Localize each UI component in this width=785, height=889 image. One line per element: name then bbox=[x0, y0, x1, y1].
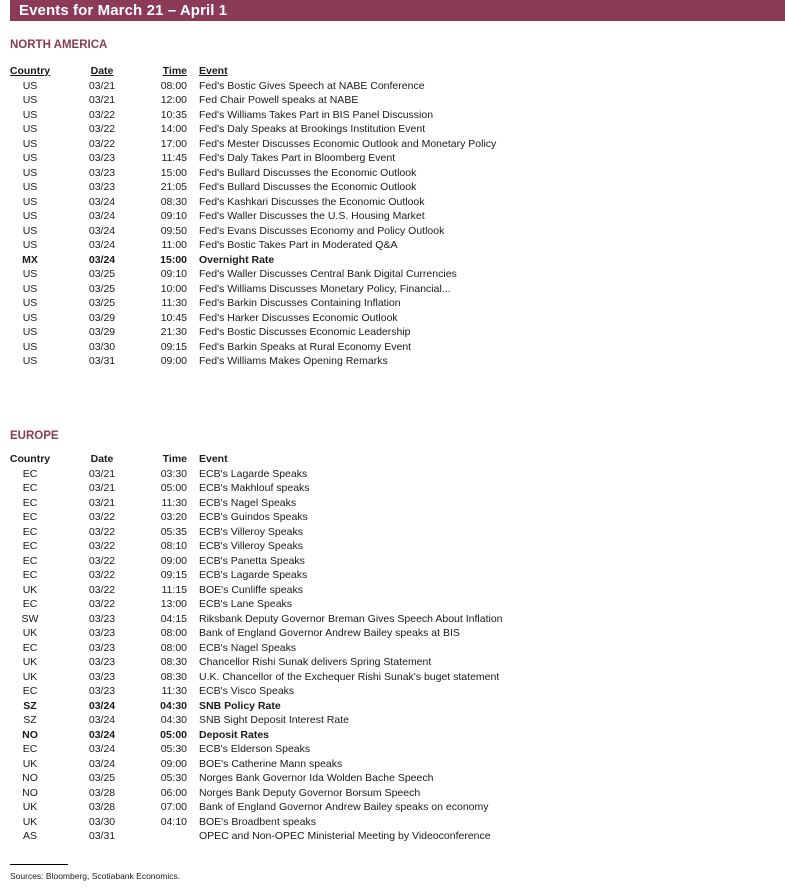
cell-date: 03/23 bbox=[88, 627, 116, 639]
cell-country: EC bbox=[22, 554, 38, 567]
cell-country: SZ bbox=[23, 699, 37, 712]
cell-date: 03/22 bbox=[88, 123, 116, 135]
cell-event: BOE's Broadbent speaks bbox=[199, 815, 316, 828]
cell-country: UK bbox=[22, 815, 38, 828]
table-row bbox=[0, 771, 785, 786]
table-row bbox=[0, 253, 785, 268]
cell-date: 03/22 bbox=[88, 511, 116, 523]
cell-country: UK bbox=[22, 670, 38, 683]
section-title-north-america: NORTH AMERICA bbox=[10, 39, 108, 51]
cell-event: ECB's Makhlouf speaks bbox=[199, 482, 310, 494]
cell-country: EC bbox=[22, 496, 38, 509]
cell-time: 04:30 bbox=[160, 699, 187, 712]
table-row bbox=[0, 496, 785, 511]
cell-country: US bbox=[22, 268, 38, 280]
table-row bbox=[0, 108, 785, 123]
cell-event: Norges Bank Governor Ida Wolden Bache Speech bbox=[199, 772, 434, 784]
cell-country: AS bbox=[22, 830, 37, 842]
cell-time: 17:00 bbox=[160, 137, 187, 150]
cell-event: Bank of England Governor Andrew Bailey speaks at BIS bbox=[199, 627, 460, 639]
column-header-time: Time bbox=[162, 65, 187, 77]
column-header-time: Time bbox=[162, 453, 187, 465]
cell-date: 03/30 bbox=[88, 815, 116, 828]
table-row bbox=[0, 641, 785, 656]
cell-country: EC bbox=[22, 467, 38, 480]
table-row bbox=[0, 296, 785, 311]
cell-event: Fed's Williams Makes Opening Remarks bbox=[199, 355, 388, 367]
table-row bbox=[0, 699, 785, 714]
footer-divider bbox=[10, 864, 68, 865]
cell-date: 03/21 bbox=[88, 94, 116, 106]
cell-event: Fed's Waller Discusses the U.S. Housing Market bbox=[199, 210, 425, 222]
cell-date: 03/25 bbox=[88, 772, 116, 784]
table-row bbox=[0, 122, 785, 137]
cell-time: 08:10 bbox=[160, 540, 187, 552]
table-row bbox=[0, 340, 785, 355]
cell-event: Deposit Rates bbox=[199, 728, 270, 741]
cell-date: 03/22 bbox=[88, 583, 116, 596]
cell-time: 08:00 bbox=[160, 79, 187, 92]
cell-country: US bbox=[22, 137, 38, 150]
cell-date: 03/21 bbox=[88, 496, 116, 509]
cell-time: 05:35 bbox=[160, 525, 187, 538]
cell-event: Fed's Bullard Discusses the Economic Outlook bbox=[199, 166, 417, 179]
cell-country: US bbox=[22, 152, 38, 164]
table-row bbox=[0, 311, 785, 326]
page-title: Events for March 21 – April 1 bbox=[19, 2, 228, 19]
cell-time: 09:50 bbox=[160, 224, 187, 237]
cell-event: Fed's Williams Takes Part in BIS Panel Discussion bbox=[199, 108, 434, 121]
cell-date: 03/23 bbox=[88, 656, 116, 668]
cell-date: 03/25 bbox=[88, 282, 116, 295]
cell-time: 03:30 bbox=[160, 467, 187, 480]
cell-event: Fed's Daly Takes Part in Bloomberg Event bbox=[199, 152, 396, 164]
north-america-rows bbox=[0, 79, 785, 369]
cell-date: 03/23 bbox=[88, 152, 116, 164]
table-row bbox=[0, 568, 785, 583]
table-header bbox=[0, 64, 785, 79]
cell-time: 06:00 bbox=[160, 786, 187, 799]
cell-date: 03/29 bbox=[88, 326, 116, 338]
cell-event: ECB's Nagel Speaks bbox=[199, 641, 297, 654]
cell-time: 12:00 bbox=[160, 94, 187, 106]
cell-time: 05:30 bbox=[160, 772, 187, 784]
column-header-country: Country bbox=[9, 453, 51, 465]
table-row bbox=[0, 79, 785, 94]
cell-event: SNB Policy Rate bbox=[199, 699, 281, 712]
cell-date: 03/21 bbox=[88, 79, 116, 92]
cell-event: U.K. Chancellor of the Exchequer Rishi Sunak's buget statement bbox=[199, 670, 500, 683]
cell-country: US bbox=[22, 94, 38, 106]
cell-date: 03/25 bbox=[88, 268, 116, 280]
table-row bbox=[0, 209, 785, 224]
cell-country: NO bbox=[22, 772, 38, 784]
footer-sources: Sources: Bloomberg, Scotiabank Economics. bbox=[10, 871, 181, 881]
cell-date: 03/23 bbox=[88, 612, 116, 625]
table-row bbox=[0, 151, 785, 166]
cell-country: US bbox=[22, 224, 38, 237]
table-row bbox=[0, 180, 785, 195]
cell-time: 10:45 bbox=[160, 311, 187, 324]
table-row bbox=[0, 554, 785, 569]
cell-date: 03/31 bbox=[88, 830, 116, 842]
cell-time: 05:00 bbox=[160, 482, 187, 494]
cell-time: 03:20 bbox=[160, 511, 187, 523]
cell-event: ECB's Elderson Speaks bbox=[199, 743, 311, 755]
cell-country: US bbox=[22, 108, 38, 121]
cell-event: ECB's Lane Speaks bbox=[199, 598, 293, 610]
cell-country: UK bbox=[22, 583, 38, 596]
cell-country: UK bbox=[22, 757, 38, 770]
cell-country: US bbox=[22, 355, 38, 367]
cell-event: BOE's Cunliffe speaks bbox=[199, 583, 303, 596]
cell-event: Fed's Bostic Discusses Economic Leadership bbox=[199, 326, 411, 338]
cell-country: US bbox=[22, 79, 38, 92]
cell-country: US bbox=[22, 282, 38, 295]
table-row bbox=[0, 354, 785, 369]
cell-time: 05:00 bbox=[160, 728, 187, 741]
cell-date: 03/24 bbox=[88, 253, 116, 266]
cell-country: EC bbox=[22, 540, 38, 552]
europe-table bbox=[0, 452, 785, 844]
cell-country: EC bbox=[22, 569, 38, 581]
cell-country: UK bbox=[22, 801, 38, 813]
cell-date: 03/30 bbox=[88, 340, 116, 353]
table-row bbox=[0, 815, 785, 830]
cell-event: Fed's Bostic Takes Part in Moderated Q&A bbox=[199, 239, 398, 251]
cell-time: 08:00 bbox=[160, 641, 187, 654]
cell-country: US bbox=[22, 123, 38, 135]
cell-date: 03/22 bbox=[88, 108, 116, 121]
cell-country: US bbox=[22, 297, 38, 309]
cell-country: UK bbox=[22, 627, 38, 639]
table-row bbox=[0, 238, 785, 253]
cell-date: 03/24 bbox=[88, 224, 116, 237]
cell-country: SW bbox=[21, 612, 39, 625]
cell-event: Chancellor Rishi Sunak delivers Spring Statement bbox=[199, 656, 432, 668]
cell-time: 04:10 bbox=[160, 815, 187, 828]
cell-time: 09:00 bbox=[160, 554, 187, 567]
cell-event: Fed Chair Powell speaks at NABE bbox=[199, 94, 359, 106]
cell-date: 03/31 bbox=[88, 355, 116, 367]
cell-event: ECB's Lagarde Speaks bbox=[199, 467, 308, 480]
cell-time: 11:30 bbox=[161, 496, 187, 509]
cell-time: 09:15 bbox=[160, 340, 187, 353]
cell-date: 03/24 bbox=[88, 239, 116, 251]
cell-country: US bbox=[22, 181, 38, 193]
cell-country: EC bbox=[22, 511, 38, 523]
table-row bbox=[0, 612, 785, 627]
table-row bbox=[0, 137, 785, 152]
table-row bbox=[0, 525, 785, 540]
section-title-europe: EUROPE bbox=[10, 430, 59, 442]
cell-event: Fed's Harker Discusses Economic Outlook bbox=[199, 311, 398, 324]
cell-time: 07:00 bbox=[160, 801, 187, 813]
cell-date: 03/23 bbox=[88, 685, 116, 697]
cell-event: Fed's Daly Speaks at Brookings Institution Event bbox=[199, 123, 426, 135]
cell-event: ECB's Guindos Speaks bbox=[199, 511, 308, 523]
table-row bbox=[0, 655, 785, 670]
cell-date: 03/21 bbox=[88, 482, 116, 494]
cell-date: 03/24 bbox=[88, 743, 116, 755]
cell-time: 09:10 bbox=[160, 210, 187, 222]
cell-event: Bank of England Governor Andrew Bailey speaks on economy bbox=[199, 801, 489, 813]
cell-time: 08:30 bbox=[160, 656, 187, 668]
cell-event: Fed's Bullard Discusses the Economic Outlook bbox=[199, 181, 417, 193]
cell-event: ECB's Lagarde Speaks bbox=[199, 569, 308, 581]
cell-date: 03/24 bbox=[88, 714, 116, 726]
cell-date: 03/29 bbox=[88, 311, 116, 324]
table-row bbox=[0, 742, 785, 757]
cell-date: 03/23 bbox=[88, 181, 116, 193]
cell-event: Fed's Barkin Speaks at Rural Economy Event bbox=[199, 340, 412, 353]
cell-date: 03/28 bbox=[88, 786, 116, 799]
column-header-event: Event bbox=[199, 65, 228, 77]
cell-country: UK bbox=[22, 656, 38, 668]
cell-event: Fed's Kashkari Discusses the Economic Outlook bbox=[199, 195, 425, 208]
cell-country: US bbox=[22, 195, 38, 208]
cell-event: Fed's Bostic Gives Speech at NABE Conference bbox=[199, 79, 425, 92]
table-row bbox=[0, 786, 785, 801]
cell-event: Fed's Barkin Discusses Containing Inflation bbox=[199, 297, 401, 309]
cell-country: EC bbox=[22, 743, 38, 755]
table-row bbox=[0, 539, 785, 554]
table-row bbox=[0, 325, 785, 340]
cell-date: 03/24 bbox=[88, 195, 116, 208]
cell-event: Fed's Williams Discusses Monetary Policy, Financial... bbox=[199, 282, 451, 295]
table-header bbox=[0, 452, 785, 467]
cell-date: 03/24 bbox=[88, 757, 116, 770]
cell-time: 11:30 bbox=[161, 685, 187, 697]
cell-event: Fed's Waller Discusses Central Bank Digital Currencies bbox=[199, 268, 457, 280]
cell-country: US bbox=[22, 340, 38, 353]
cell-time: 09:00 bbox=[160, 757, 187, 770]
cell-country: NO bbox=[22, 728, 38, 741]
table-row bbox=[0, 93, 785, 108]
cell-time: 11:45 bbox=[161, 152, 187, 164]
cell-event: ECB's Villeroy Speaks bbox=[199, 525, 303, 538]
cell-event: Fed's Evans Discusses Economy and Policy Outlook bbox=[199, 224, 445, 237]
cell-date: 03/22 bbox=[88, 569, 116, 581]
table-row bbox=[0, 597, 785, 612]
cell-country: US bbox=[22, 239, 38, 251]
header-banner bbox=[10, 0, 785, 21]
table-row bbox=[0, 583, 785, 598]
cell-country: US bbox=[22, 311, 38, 324]
cell-country: EC bbox=[22, 525, 38, 538]
cell-time: 11:15 bbox=[161, 583, 187, 596]
cell-event: ECB's Nagel Speaks bbox=[199, 496, 297, 509]
cell-date: 03/22 bbox=[88, 554, 116, 567]
table-row bbox=[0, 757, 785, 772]
cell-time: 15:00 bbox=[160, 253, 187, 266]
cell-date: 03/25 bbox=[88, 297, 116, 309]
cell-country: EC bbox=[22, 482, 38, 494]
cell-event: ECB's Visco Speaks bbox=[199, 685, 295, 697]
cell-event: ECB's Villeroy Speaks bbox=[199, 540, 303, 552]
table-row bbox=[0, 282, 785, 297]
cell-country: EC bbox=[22, 598, 38, 610]
cell-time: 04:30 bbox=[160, 714, 187, 726]
table-row bbox=[0, 800, 785, 815]
table-row bbox=[0, 195, 785, 210]
column-header-date: Date bbox=[90, 453, 114, 465]
cell-time: 14:00 bbox=[160, 123, 187, 135]
table-row bbox=[0, 670, 785, 685]
cell-country: SZ bbox=[23, 714, 37, 726]
cell-time: 21:30 bbox=[160, 326, 187, 338]
cell-country: US bbox=[22, 166, 38, 179]
cell-country: NO bbox=[22, 786, 38, 799]
cell-time: 11:30 bbox=[161, 297, 187, 309]
cell-event: OPEC and Non-OPEC Ministerial Meeting by Videoconference bbox=[199, 830, 491, 842]
cell-time: 13:00 bbox=[160, 598, 187, 610]
cell-time: 11:00 bbox=[161, 239, 187, 251]
cell-time: 15:00 bbox=[160, 166, 187, 179]
cell-country: EC bbox=[22, 641, 38, 654]
cell-time: 09:15 bbox=[160, 569, 187, 581]
cell-time: 08:30 bbox=[160, 195, 187, 208]
table-row bbox=[0, 166, 785, 181]
europe-rows bbox=[0, 467, 785, 844]
cell-event: BOE's Catherine Mann speaks bbox=[199, 757, 343, 770]
cell-date: 03/28 bbox=[88, 801, 116, 813]
cell-time: 09:00 bbox=[160, 355, 187, 367]
cell-time: 05:30 bbox=[160, 743, 187, 755]
cell-event: Overnight Rate bbox=[199, 253, 275, 266]
cell-country: EC bbox=[22, 685, 38, 697]
cell-date: 03/23 bbox=[88, 166, 116, 179]
table-row bbox=[0, 510, 785, 525]
table-row bbox=[0, 713, 785, 728]
cell-event: ECB's Panetta Speaks bbox=[199, 554, 305, 567]
cell-event: Norges Bank Deputy Governor Borsum Speech bbox=[199, 786, 421, 799]
table-row bbox=[0, 224, 785, 239]
cell-date: 03/22 bbox=[88, 525, 116, 538]
table-row bbox=[0, 626, 785, 641]
cell-time: 10:35 bbox=[160, 108, 187, 121]
cell-date: 03/21 bbox=[88, 467, 116, 480]
cell-date: 03/24 bbox=[88, 210, 116, 222]
cell-date: 03/24 bbox=[88, 699, 116, 712]
cell-date: 03/24 bbox=[88, 728, 116, 741]
table-row bbox=[0, 481, 785, 496]
cell-event: SNB Sight Deposit Interest Rate bbox=[199, 714, 349, 726]
cell-date: 03/23 bbox=[88, 641, 116, 654]
table-row bbox=[0, 728, 785, 743]
cell-country: MX bbox=[22, 253, 38, 266]
cell-time: 08:00 bbox=[160, 627, 187, 639]
cell-event: Riksbank Deputy Governor Breman Gives Speech About Inflation bbox=[199, 612, 503, 625]
cell-event: Fed's Mester Discusses Economic Outlook and Monetary Policy bbox=[199, 137, 497, 150]
column-header-event: Event bbox=[199, 453, 228, 465]
column-header-date: Date bbox=[90, 65, 114, 77]
north-america-table bbox=[0, 64, 785, 369]
cell-time: 08:30 bbox=[160, 670, 187, 683]
table-row bbox=[0, 467, 785, 482]
table-row bbox=[0, 267, 785, 282]
cell-date: 03/22 bbox=[88, 137, 116, 150]
cell-date: 03/22 bbox=[88, 598, 116, 610]
cell-date: 03/23 bbox=[88, 670, 116, 683]
cell-time: 09:10 bbox=[160, 268, 187, 280]
cell-date: 03/22 bbox=[88, 540, 116, 552]
cell-time: 10:00 bbox=[160, 282, 187, 295]
cell-time: 21:05 bbox=[160, 181, 187, 193]
cell-country: US bbox=[22, 210, 38, 222]
column-header-country: Country bbox=[9, 65, 51, 77]
table-row bbox=[0, 829, 785, 844]
cell-country: US bbox=[22, 326, 38, 338]
table-row bbox=[0, 684, 785, 699]
cell-time: 04:15 bbox=[160, 612, 187, 625]
